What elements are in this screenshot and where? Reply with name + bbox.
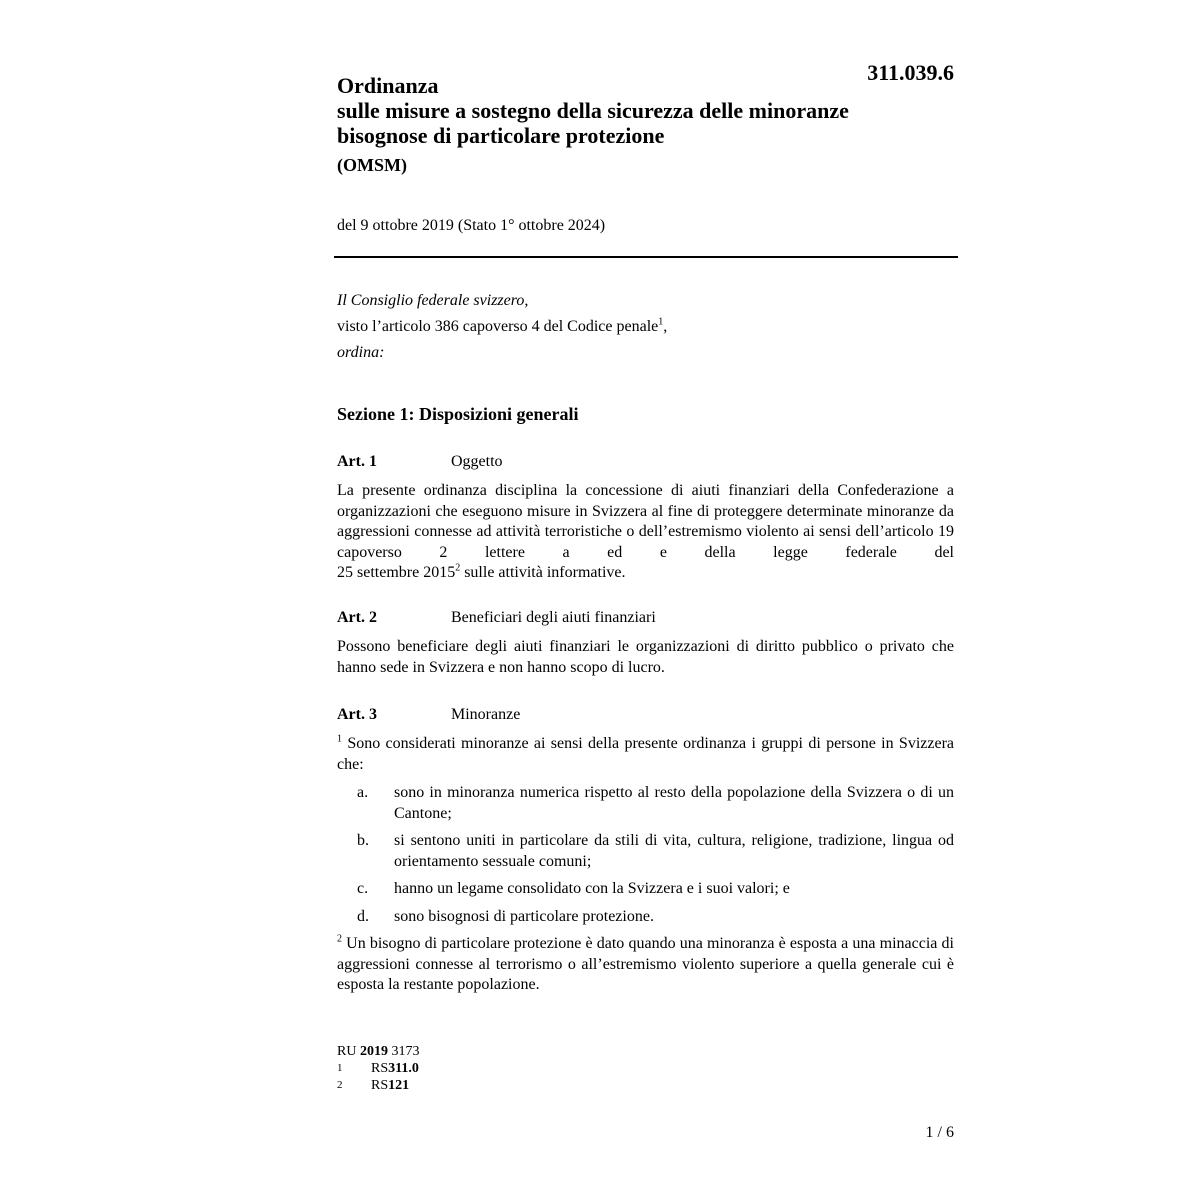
article-number: Art. 3 <box>337 706 377 723</box>
article-number: Art. 1 <box>337 453 377 470</box>
article-body <box>337 734 954 996</box>
title-abbreviation: (OMSM) <box>337 155 407 175</box>
article-title: Minoranze <box>451 706 521 723</box>
article-text-rest: sulle attività informative. <box>460 564 626 581</box>
list-text: sono in minoranza numerica rispetto al resto della popolazione della Svizzera o di un Cantone; <box>394 784 954 822</box>
footnote-number: 1 <box>337 1062 343 1074</box>
title-line: bisognose di particolare protezione <box>337 123 665 148</box>
list-letter: b. <box>357 832 369 849</box>
paragraph-text: Un bisogno di particolare protezione è dato quando una minoranza è esposta a una minaccia di aggressioni connesse al terrorismo o all’estremismo violento superiore a quella generale cui è esposta la restante popolazione. <box>337 935 954 993</box>
preamble-basis-text: visto l’articolo 386 capoverso 4 del Codice penale <box>337 318 659 335</box>
article-body <box>337 637 954 678</box>
preamble <box>337 288 957 366</box>
paragraph-text: Sono considerati minoranze ai sensi della presente ordinanza i gruppi di persone in Svizzera che: <box>337 735 954 773</box>
page-number: 1 / 6 <box>925 1124 954 1141</box>
ru-year: 2019 <box>359 1044 388 1059</box>
ru-prefix: RU <box>337 1044 360 1059</box>
title-line: sulle misure a sostegno della sicurezza delle minoranze <box>337 98 849 123</box>
list-text: sono bisognosi di particolare protezione. <box>394 907 654 925</box>
article-header <box>337 453 954 475</box>
article-text: La presente ordinanza disciplina la concessione di aiuti finanziari della Confederazione a organizzazioni che eseguono misure in Svizzera al fine di proteggere determinate minoranze da aggressioni connesse ad attività terroristiche o dell’estremismo violento ai sensi dell’articolo 19 capoverso 2 lettere a ed e della legge federale del <box>337 482 954 561</box>
preamble-decree: ordina: <box>337 344 385 361</box>
article-number: Art. 2 <box>337 609 377 626</box>
footnote-prefix: RS <box>371 1078 389 1093</box>
paragraph-number: 2 <box>337 933 342 945</box>
footnotes <box>337 1043 419 1094</box>
article-body <box>337 481 954 584</box>
paragraph-1 <box>337 734 954 775</box>
footnote-ref[interactable]: 2 <box>455 562 461 574</box>
paragraph-2 <box>337 934 954 996</box>
footnote-ref-text: 311.0 <box>388 1061 419 1076</box>
article-text: Possono beneficiare degli aiuti finanziari le organizzazioni di diritto pubblico o privato che hanno sede in Svizzera e non hanno scopo di lucro. <box>337 638 954 676</box>
section-heading: Sezione 1: Disposizioni generali <box>337 404 579 424</box>
article-header <box>337 706 954 728</box>
article-1 <box>337 453 954 584</box>
footnote-item <box>337 1077 419 1094</box>
list-item <box>337 783 954 824</box>
article-text-end <box>337 563 954 584</box>
article-title: Oggetto <box>451 453 503 470</box>
list-letter: c. <box>357 880 369 897</box>
list-letter: a. <box>357 784 369 801</box>
list-item <box>337 879 954 900</box>
article-3 <box>337 706 954 996</box>
ru-reference <box>337 1043 419 1060</box>
footnote-number: 2 <box>337 1079 343 1091</box>
header-divider <box>334 256 958 258</box>
preamble-authority: Il Consiglio federale svizzero, <box>337 292 529 309</box>
article-title: Beneficiari degli aiuti finanziari <box>451 609 656 626</box>
paragraph-number: 1 <box>337 733 342 745</box>
list-text: hanno un legame consolidato con la Svizzera e i suoi valori; e <box>394 880 790 897</box>
footnote-prefix: RS <box>371 1061 389 1076</box>
ordinance-title <box>337 73 937 176</box>
ru-page: 3173 <box>387 1044 420 1059</box>
sr-number: 311.039.6 <box>867 60 954 85</box>
footnote-ref[interactable]: 1 <box>658 316 664 328</box>
ordinance-date: del 9 ottobre 2019 (Stato 1° ottobre 2024) <box>337 217 606 234</box>
title-line: Ordinanza <box>337 73 439 98</box>
preamble-basis <box>337 314 957 340</box>
preamble-basis-end: , <box>663 318 668 335</box>
article-text-date: 25 settembre 2015 <box>337 564 456 581</box>
list-letter: d. <box>357 907 369 925</box>
list-item <box>337 907 954 928</box>
article-header <box>337 609 954 631</box>
list-item <box>337 831 954 872</box>
footnote-ref-text: 121 <box>388 1078 410 1093</box>
footnote-item <box>337 1060 419 1077</box>
list-text: si sentono uniti in particolare da stili di vita, cultura, religione, tradizione, lingua od orientamento sessuale comuni; <box>394 832 954 870</box>
letter-list <box>337 783 954 927</box>
article-2 <box>337 609 954 678</box>
